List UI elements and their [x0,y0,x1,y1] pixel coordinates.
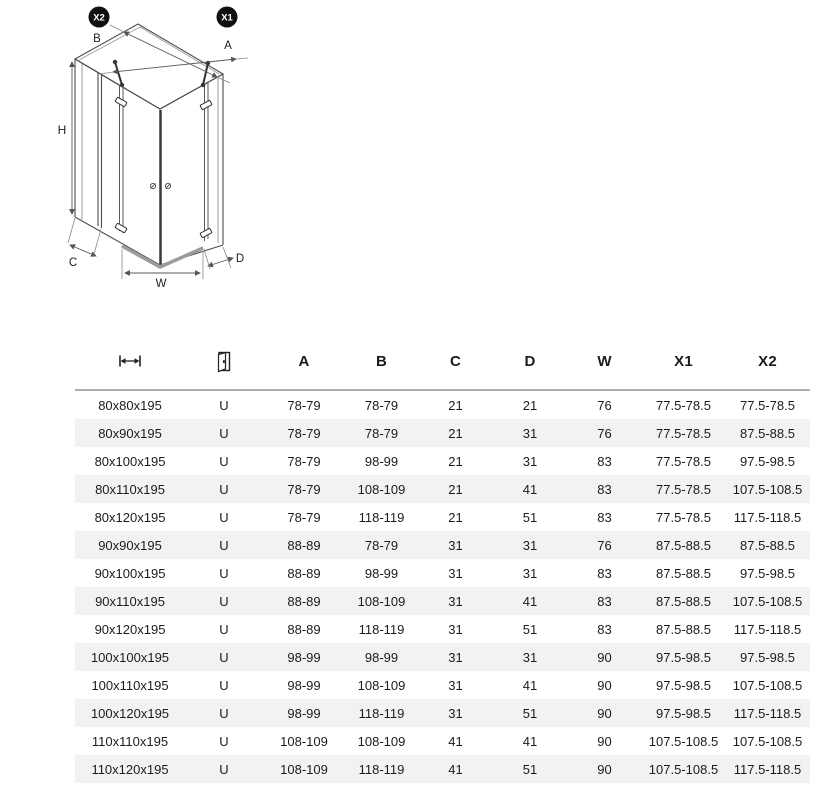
cell-a: 108-109 [280,761,328,777]
cell-x1: 77.5-78.5 [656,453,711,469]
cell-b: 118-119 [358,509,405,525]
cell-c: 31 [448,705,463,721]
cell-w: 90 [597,733,612,749]
cell-d: 41 [522,481,538,497]
cell-d: 31 [522,649,538,665]
cell-c: 21 [448,397,463,413]
cell-d: 31 [522,565,538,581]
table-row [75,503,810,531]
spec-table-body [75,391,810,783]
cell-x2: 97.5-98.5 [740,649,795,665]
svg-text:X1: X1 [221,12,233,24]
badge-x1 [217,7,238,28]
cell-x2: 117.5-118.5 [733,705,802,721]
cell-x2: 107.5-108.5 [732,733,803,749]
cell-c: 31 [448,537,463,553]
dim-label-d: D [235,253,245,265]
cell-door: U [219,621,229,637]
dim-label-b: B [93,33,101,45]
cell-door: U [219,593,229,609]
cell-w: 90 [597,705,612,721]
cell-d: 41 [522,733,538,749]
isometric-shower-enclosure-drawing [55,2,295,297]
cell-b: 118-119 [358,761,405,777]
header-col-a: A [298,352,310,370]
cell-c: 31 [448,593,463,609]
cell-x1: 97.5-98.5 [656,705,711,721]
cell-door: U [219,565,229,581]
cell-a: 108-109 [280,733,328,749]
cell-d: 31 [522,537,538,553]
cell-b: 108-109 [357,677,406,693]
cell-x2: 97.5-98.5 [740,565,795,581]
cell-a: 88-89 [287,593,321,609]
cell-a: 78-79 [287,481,321,497]
cell-a: 78-79 [287,425,321,441]
cell-d: 21 [522,397,538,413]
cell-c: 21 [448,425,463,441]
header-size-column [75,354,185,368]
cell-c: 21 [448,509,463,525]
cell-d: 41 [522,593,538,609]
cell-x2: 77.5-78.5 [740,397,795,413]
cell-b: 108-109 [357,593,406,609]
cell-a: 78-79 [287,397,321,413]
cell-size: 90x110x195 [95,593,165,609]
width-dimension-icon [118,354,142,368]
cell-size: 80x100x195 [94,453,166,469]
cell-b: 78-79 [364,425,399,441]
cell-w: 76 [597,397,612,413]
cell-size: 100x120x195 [90,705,170,721]
svg-text:X2: X2 [93,12,105,24]
cell-c: 21 [448,481,463,497]
cell-b: 108-109 [357,733,406,749]
cell-x1: 107.5-108.5 [648,733,719,749]
dim-label-h: H [57,123,67,137]
cell-b: 78-79 [364,397,399,413]
cell-x1: 87.5-88.5 [656,565,711,581]
cell-door: U [219,453,229,469]
right-wall [160,74,223,265]
cell-x2: 107.5-108.5 [732,677,803,693]
cell-door: U [219,705,229,721]
cell-x1: 77.5-78.5 [656,481,711,497]
cell-size: 80x90x195 [98,425,162,441]
cell-a: 88-89 [287,621,321,637]
cell-a: 88-89 [287,537,321,553]
table-row [75,419,810,447]
cell-size: 100x110x195 [91,677,169,693]
cell-w: 76 [597,425,612,441]
cell-x1: 97.5-98.5 [656,677,711,693]
header-col-w: W [597,352,612,370]
cell-c: 31 [448,565,463,581]
table-row [75,559,810,587]
cell-x2: 107.5-108.5 [732,481,803,497]
cell-size: 100x100x195 [90,649,170,665]
table-row [75,699,810,727]
table-row [75,531,810,559]
cell-w: 83 [597,565,612,581]
cell-x2: 117.5-118.5 [733,621,802,637]
cell-w: 76 [597,537,612,553]
cell-size: 80x120x195 [94,509,166,525]
cell-w: 83 [597,453,612,469]
spec-table [75,333,810,783]
table-row [75,671,810,699]
cell-d: 51 [522,621,538,637]
cell-x2: 87.5-88.5 [740,537,795,553]
cell-d: 31 [522,453,538,469]
cell-w: 83 [597,509,612,525]
cell-a: 98-99 [287,705,321,721]
cell-x1: 97.5-98.5 [656,649,711,665]
cell-size: 110x120x195 [91,761,169,777]
cell-size: 110x110x195 [91,733,169,749]
cell-x2: 117.5-118.5 [733,509,802,525]
table-row [75,755,810,783]
table-row [75,475,810,503]
cell-c: 31 [448,649,463,665]
cell-size: 90x120x195 [94,621,166,637]
cell-size: 80x80x195 [98,397,162,413]
cell-b: 98-99 [364,649,399,665]
table-row [75,643,810,671]
cell-d: 51 [522,705,538,721]
cell-door: U [219,649,229,665]
cell-a: 98-99 [287,677,321,693]
cell-c: 21 [448,453,463,469]
cell-a: 98-99 [287,649,321,665]
dim-label-c: C [68,257,78,269]
cell-b: 98-99 [364,453,399,469]
header-door-type-column [185,350,263,373]
cell-door: U [219,425,229,441]
cell-x1: 87.5-88.5 [656,593,711,609]
cell-x2: 107.5-108.5 [732,593,803,609]
table-row [75,727,810,755]
cell-door: U [219,509,229,525]
badge-x2 [89,7,110,28]
cell-w: 90 [597,649,612,665]
stabilizer-bars [113,60,209,86]
cell-d: 51 [522,509,538,525]
cell-a: 78-79 [287,509,321,525]
cell-d: 41 [522,677,538,693]
cell-b: 108-109 [357,481,406,497]
cell-w: 83 [597,621,612,637]
cell-c: 31 [448,621,463,637]
cell-d: 31 [522,425,538,441]
cell-w: 90 [597,677,612,693]
cell-x2: 87.5-88.5 [740,425,795,441]
table-row [75,615,810,643]
header-col-b: B [375,352,388,370]
header-col-x1: X1 [674,352,693,370]
cell-x1: 77.5-78.5 [656,397,711,413]
cell-door: U [219,397,229,413]
header-col-c: C [449,352,462,370]
cell-door: U [219,537,229,553]
dim-label-a: A [224,40,232,52]
door-type-icon [215,350,233,373]
cell-w: 83 [597,481,612,497]
cell-x1: 107.5-108.5 [648,761,719,777]
cell-b: 98-99 [364,565,399,581]
cell-b: 118-119 [358,621,405,637]
cell-c: 41 [448,761,463,777]
cell-w: 90 [597,761,612,777]
cell-x1: 87.5-88.5 [656,537,711,553]
cell-d: 51 [522,761,538,777]
cell-size: 90x100x195 [94,565,166,581]
cell-door: U [219,677,229,693]
cell-size: 80x110x195 [95,481,165,497]
cell-door: U [219,733,229,749]
cell-x1: 77.5-78.5 [656,509,711,525]
cell-x1: 87.5-88.5 [656,621,711,637]
cell-x1: 77.5-78.5 [656,425,711,441]
cell-door: U [219,761,229,777]
cell-door: U [219,481,229,497]
cell-b: 78-79 [364,537,399,553]
table-row [75,587,810,615]
cell-c: 31 [448,677,463,693]
cell-c: 41 [448,733,463,749]
spec-table-header [75,333,810,391]
cell-x2: 117.5-118.5 [733,761,802,777]
dimension-lines [68,25,248,279]
cell-size: 90x90x195 [98,537,162,553]
left-wall [75,59,160,265]
table-row [75,447,810,475]
header-col-d: D [524,352,536,370]
cell-x2: 97.5-98.5 [740,453,795,469]
cell-a: 88-89 [287,565,321,581]
door-hinges [115,97,212,238]
cell-b: 118-119 [358,705,405,721]
product-diagram [55,2,295,297]
dim-label-w: W [155,278,167,290]
cell-w: 83 [597,593,612,609]
table-row [75,391,810,419]
cell-a: 78-79 [287,453,321,469]
header-col-x2: X2 [758,352,777,370]
